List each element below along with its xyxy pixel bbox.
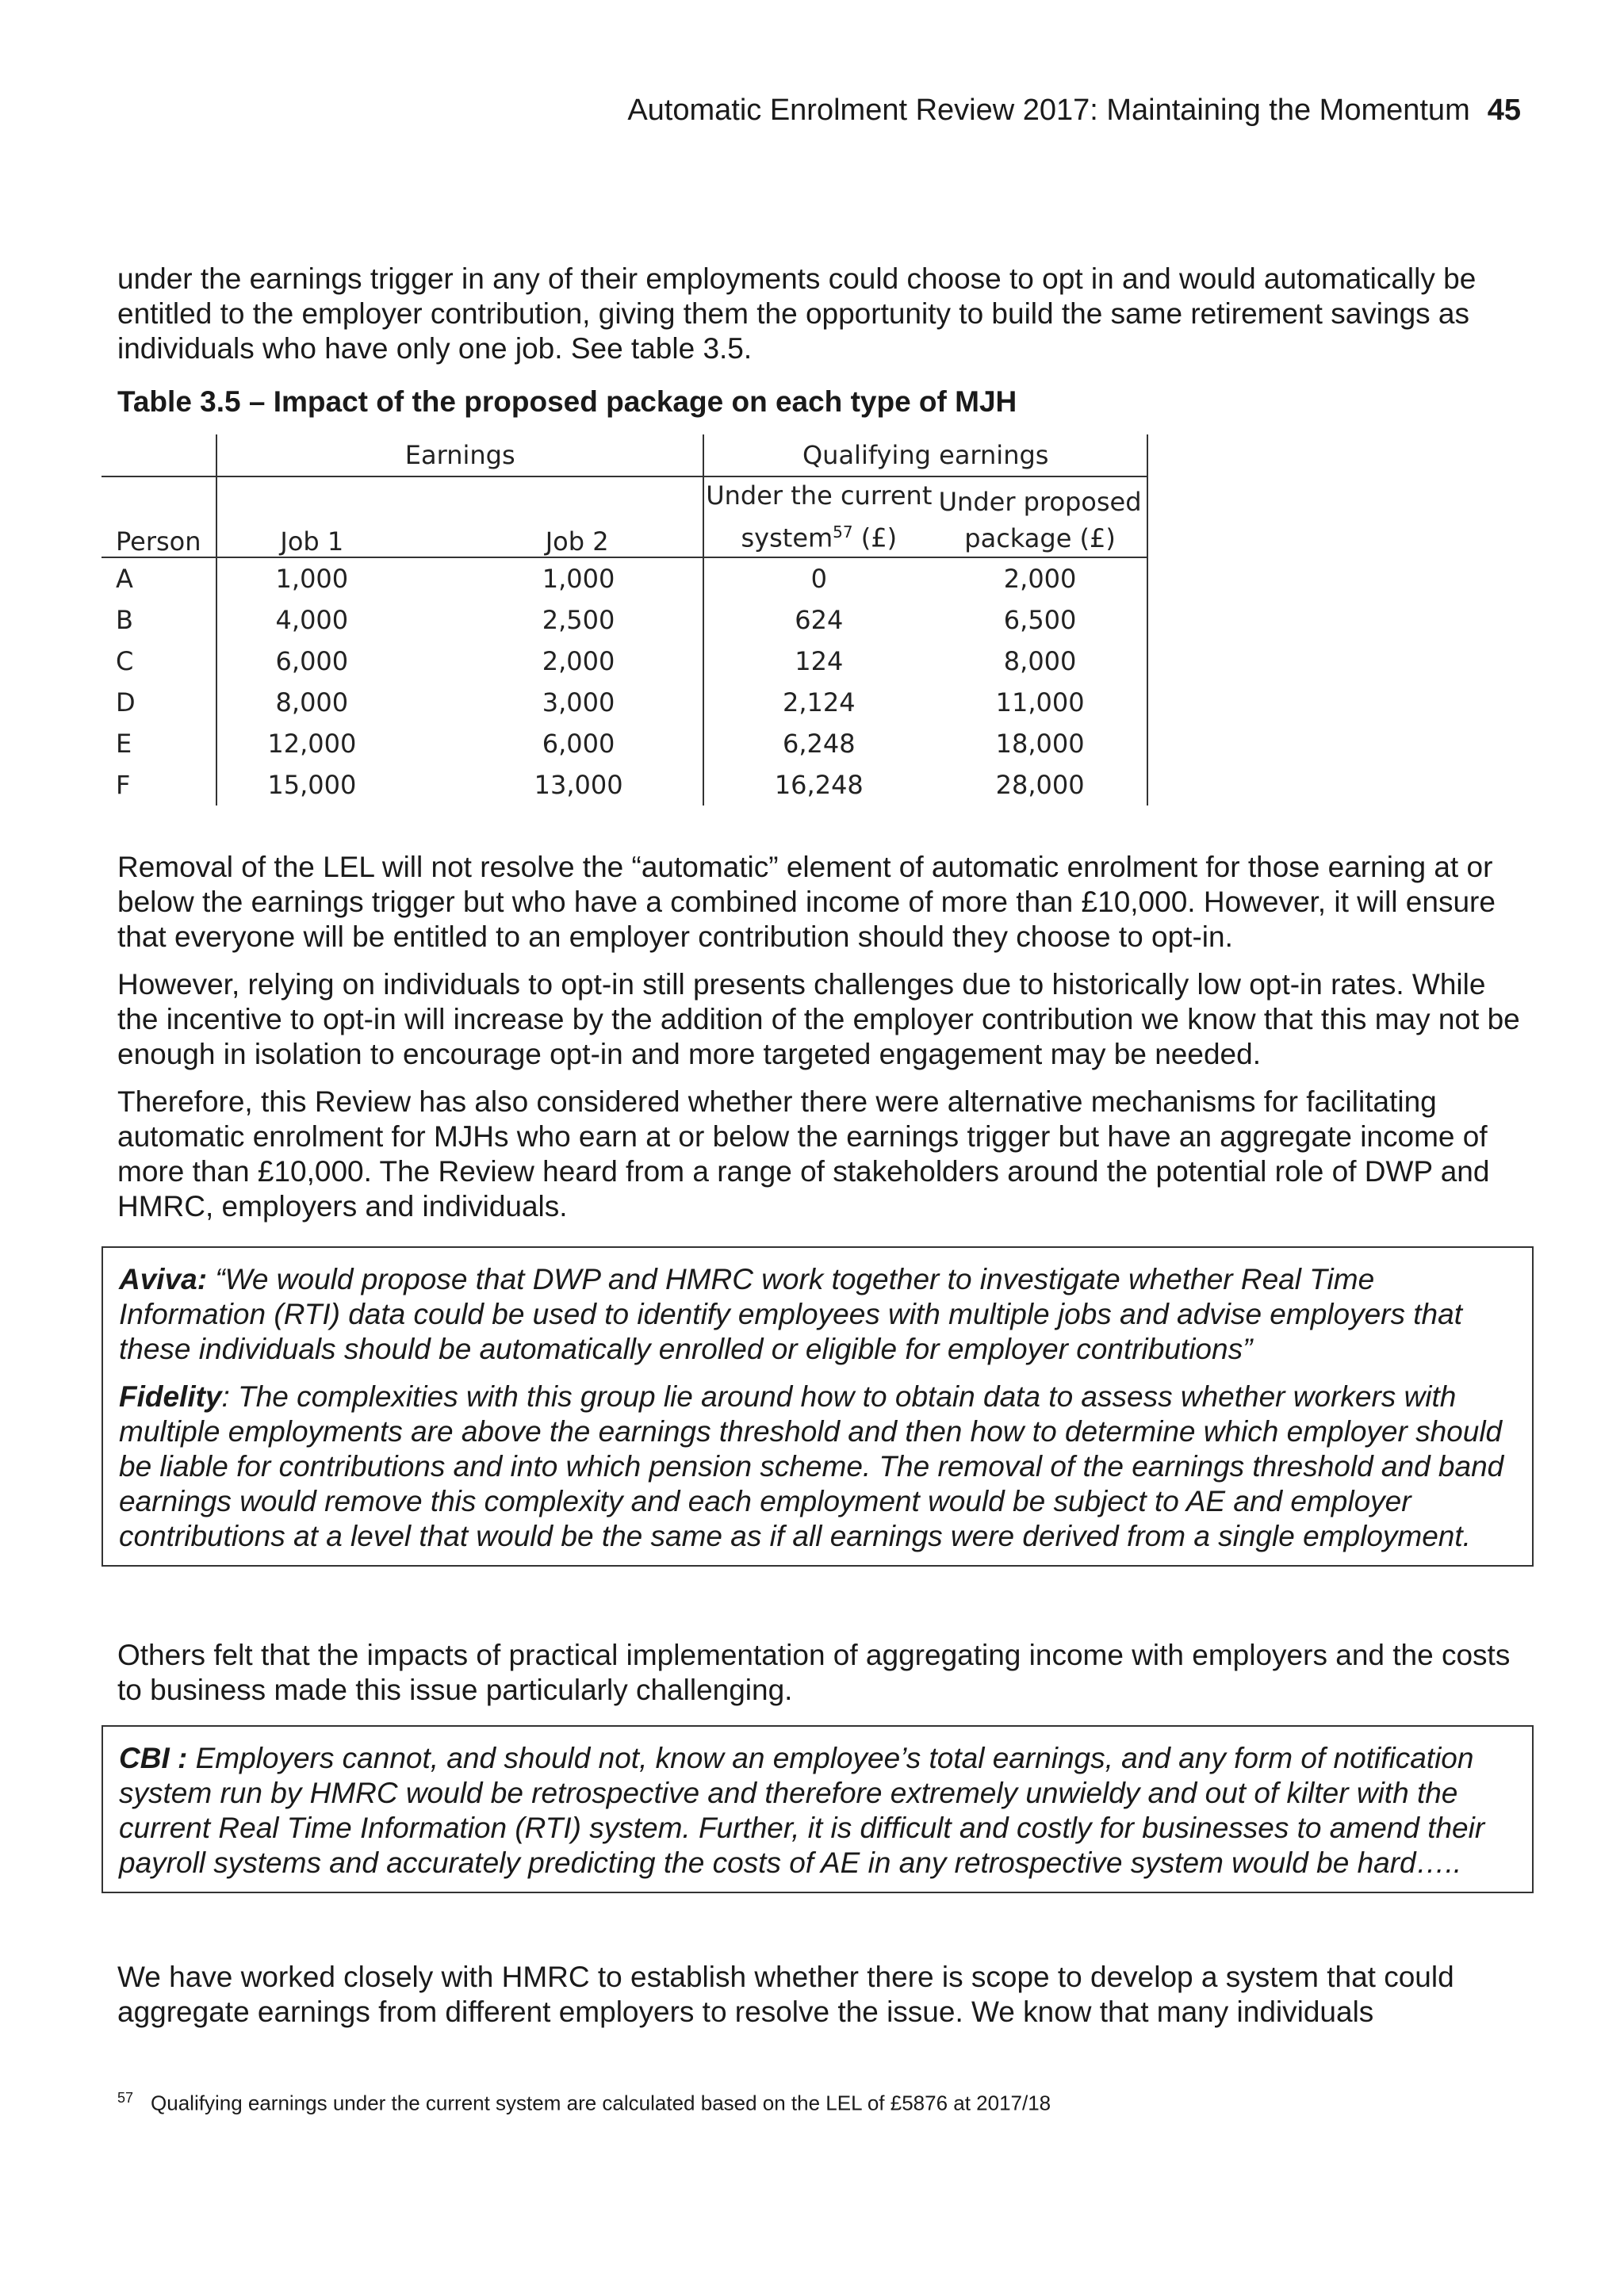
footnote-text: Qualifying earnings under the current system are calculated based on the LEL of £5876 at 2017/18	[151, 2091, 1051, 2115]
table-row	[102, 599, 1147, 641]
aviva-quote: Aviva: “We would propose that DWP and HMRC work together to investigate whether Real Time Information (RTI) data could be used to identify employees with multiple jobs and advise employers that these individuals should be automatically enrolled or eligible for employer contributions”	[119, 1263, 1462, 1365]
current-qe-cell: 6,248	[703, 723, 933, 764]
current-qe-cell: 2,124	[703, 682, 933, 723]
job1-cell: 1,000	[216, 557, 407, 599]
current-qe-cell: 16,248	[703, 764, 933, 806]
aviva-label: Aviva:	[119, 1263, 208, 1295]
job2-column-header: Job 2	[407, 476, 704, 557]
job2-cell: 2,000	[542, 645, 615, 676]
current-qe-cell: 124	[703, 641, 933, 682]
job1-column-header: Job 1	[216, 476, 407, 557]
intro-paragraph-block	[117, 262, 1521, 366]
paragraph-others: Others felt that the impacts of practical implementation of aggregating income with employers and the costs to business made this issue particularly challenging.	[117, 1639, 1511, 1706]
table-row	[102, 641, 1147, 682]
job2-cell: 3,000	[542, 687, 615, 718]
proposed-qe-cell: 11,000	[933, 682, 1147, 723]
job2-cell: 1,000	[542, 563, 615, 594]
fidelity-quote: Fidelity: The complexities with this group lie around how to obtain data to assess whether workers with multiple employments are above the earnings threshold and then how to determine which employer should be liable for contributions and into which pension scheme. The removal of the earnings threshold and band earnings would remove this complexity and each employment would be subject to AE and employer contributions at a level that would be the same as if all earnings were derived from a single employment.	[119, 1380, 1504, 1552]
paragraph-opt-in: However, relying on individuals to opt-in still presents challenges due to historically low opt-in rates. While the incentive to opt-in will increase by the addition of the employer contribution we know that this may not be enough in isolation to encourage opt-in and more targeted engagement may be needed.	[117, 968, 1520, 1070]
page-number: 45	[1487, 94, 1521, 127]
person-cell: B	[116, 604, 133, 635]
person-cell: E	[116, 728, 132, 759]
job2-cell: 13,000	[534, 769, 623, 800]
footnote-57	[117, 2090, 1051, 2116]
others-paragraph-block	[117, 1638, 1521, 1708]
current-qe-cell: 0	[703, 557, 933, 599]
earnings-group-header: Earnings	[404, 440, 515, 470]
person-cell: F	[116, 769, 131, 800]
job1-cell: 4,000	[216, 599, 407, 641]
person-cell: A	[116, 563, 133, 594]
header-title: Automatic Enrolment Review 2017: Maintaining the Momentum	[627, 94, 1470, 127]
running-header	[627, 94, 1521, 128]
current-system-column-header	[703, 476, 933, 557]
table-row	[102, 723, 1147, 764]
cbi-quote: CBI : Employers cannot, and should not, know an employee’s total earnings, and any form of notification system run by HMRC would be retrospective and therefore extremely unwieldy and out of kilter with the current Real Time Information (RTI) system. Further, it is difficult and costly for businesses to amend their payroll systems and accurately predicting the costs of AE in any retrospective system would be hard…..	[119, 1742, 1485, 1879]
proposed-package-column-header: Under proposed package (£)	[933, 476, 1147, 557]
table-body	[102, 557, 1147, 806]
proposed-qe-cell: 6,500	[933, 599, 1147, 641]
table-title-block	[117, 385, 1521, 419]
paragraph-hmrc: We have worked closely with HMRC to establish whether there is scope to develop a system that could aggregate earnings from different employers to resolve the issue. We know that many individuals	[117, 1961, 1454, 2028]
proposed-qe-cell: 8,000	[933, 641, 1147, 682]
person-cell: D	[116, 687, 136, 718]
stakeholder-quote-box-1	[102, 1246, 1534, 1567]
current-qe-cell: 624	[703, 599, 933, 641]
paragraph-lel: Removal of the LEL will not resolve the “automatic” element of automatic enrolment for those earning at or below the earnings trigger but who have a combined income of more than £10,000. However, it will ensure that everyone will be entitled to an employer contribution should they choose to opt-in.	[117, 851, 1496, 953]
table-row	[102, 557, 1147, 599]
person-column-header: Person	[102, 476, 216, 557]
last-paragraph-block	[117, 1960, 1521, 2030]
current-header-line2: system$^{57}$ (£)	[741, 522, 898, 553]
job1-cell: 8,000	[216, 682, 407, 723]
footnote-number: 57	[117, 2090, 134, 2106]
body-paragraphs	[117, 850, 1521, 1224]
table-title: Table 3.5 – Impact of the proposed package on each type of MJH	[117, 385, 1017, 418]
table-row	[102, 682, 1147, 723]
current-header-line1: Under the current	[706, 480, 933, 511]
stakeholder-quote-box-2	[102, 1725, 1534, 1893]
cbi-label: CBI :	[119, 1742, 188, 1774]
footnote-ref-57: 57	[833, 522, 853, 541]
paragraph-review: Therefore, this Review has also considered whether there were alternative mechanisms for facilitating automatic enrolment for MJHs who earn at or below the earnings trigger but have an aggregate income of more than £10,000. The Review heard from a range of stakeholders around the potential role of DWP and HMRC, employers and individuals.	[117, 1085, 1490, 1223]
person-cell: C	[116, 645, 134, 676]
intro-paragraph: under the earnings trigger in any of their employments could choose to opt in and would automatically be entitled to the employer contribution, giving them the opportunity to build the same retirement savings as individuals who have only one job. See table 3.5.	[117, 262, 1477, 365]
job1-cell: 6,000	[216, 641, 407, 682]
proposed-qe-cell: 18,000	[933, 723, 1147, 764]
proposed-qe-cell: 28,000	[933, 764, 1147, 806]
job2-cell: 6,000	[542, 728, 615, 759]
job1-cell: 12,000	[216, 723, 407, 764]
job1-cell: 15,000	[216, 764, 407, 806]
fidelity-label: Fidelity	[119, 1380, 222, 1413]
qualifying-group-header: Qualifying earnings	[703, 434, 1147, 476]
mjh-impact-table	[102, 434, 1148, 806]
table-row	[102, 764, 1147, 806]
proposed-qe-cell: 2,000	[933, 557, 1147, 599]
job2-cell: 2,500	[542, 604, 615, 635]
